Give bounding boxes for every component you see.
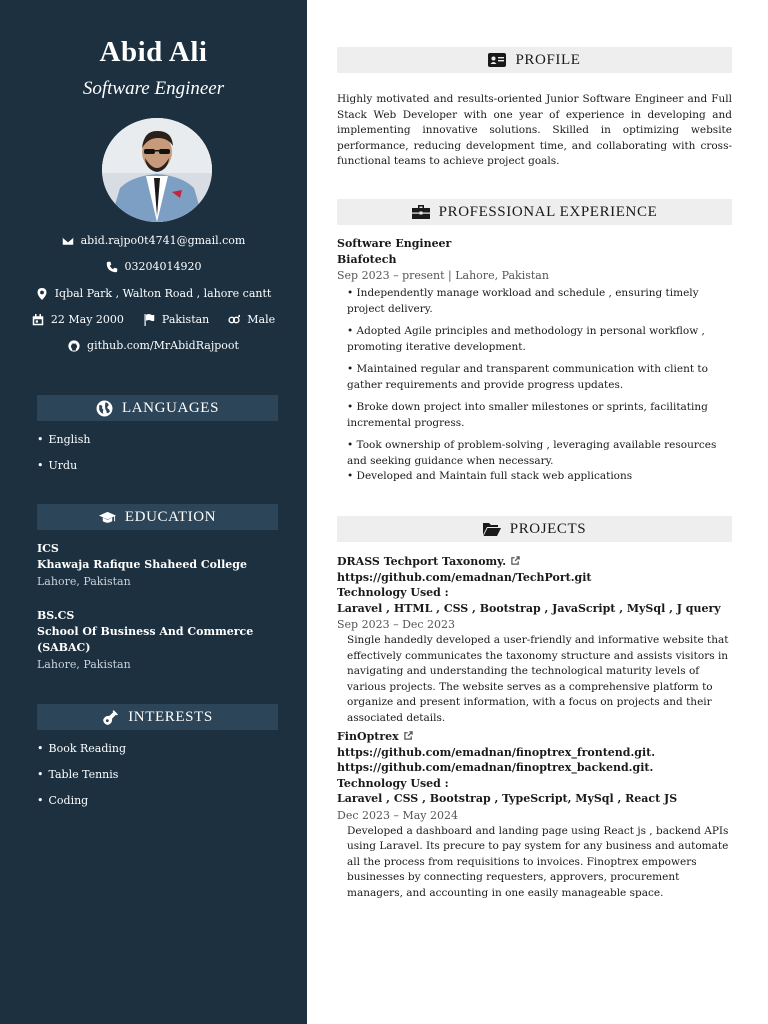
email-text[interactable]: abid.rajpo0t4741@gmail.com — [80, 234, 246, 247]
project-dates: Dec 2023 – May 2024 — [337, 808, 458, 822]
contact-phone — [0, 260, 307, 273]
job-company: Biafotech — [337, 252, 397, 266]
job-bullet: • Adopted Agile principles and methodology in personal workflow , promoting iterative development. — [347, 325, 705, 353]
project-name-row — [337, 729, 737, 745]
contact-address — [0, 287, 307, 300]
project-dates: Sep 2023 – Dec 2023 — [337, 618, 456, 631]
projects-heading-text: PROJECTS — [509, 520, 587, 537]
interest-item: • Table Tennis — [37, 768, 118, 781]
education-degree: BS.CS — [37, 609, 75, 622]
experience-entry — [337, 236, 737, 485]
project-name-row — [337, 554, 737, 570]
project-name: FinOptrex — [337, 730, 399, 743]
education-heading-text: EDUCATION — [124, 508, 217, 525]
project-tech-label: Technology Used : — [337, 586, 449, 599]
job-bullet: • Developed and Maintain full stack web applications — [347, 470, 633, 482]
avatar — [102, 118, 212, 222]
job-bullet: • Maintained regular and transparent communication with client to gather requirements and provide progress updates. — [347, 363, 708, 391]
envelope-icon — [62, 235, 74, 247]
sidebar — [0, 0, 307, 1024]
candidate-name: Abid Ali — [99, 36, 208, 68]
nationality-text: Pakistan — [161, 313, 210, 326]
gender-text: Male — [247, 313, 276, 326]
contact-github — [0, 339, 307, 352]
contact-personal — [0, 313, 307, 326]
interests-heading-text: INTERESTS — [128, 708, 213, 725]
interest-item: • Book Reading — [37, 742, 126, 755]
job-bullet: • Took ownership of problem-solving , leveraging available resources and seeking guidance when necessary. — [347, 439, 717, 467]
project-description: Developed a dashboard and landing page using React js , backend APIs using Laravel. Its precure to pay system for any business and automate all the process from requisitions to invoices. Finoptrex empowers businesses by connecting requesters, approvers, procurement managers, and accounting in one easily manageable space. — [347, 824, 729, 899]
candidate-title: Software Engineer — [82, 78, 225, 99]
address-text: Iqbal Park , Walton Road , lahore cantt — [54, 287, 272, 300]
github-icon — [68, 340, 80, 352]
briefcase-icon — [412, 203, 430, 221]
project-name: DRASS Techport Taxonomy. — [337, 555, 507, 568]
globe-icon — [96, 400, 113, 417]
job-role: Software Engineer — [337, 237, 452, 250]
languages-heading-text: LANGUAGES — [121, 399, 220, 416]
interest-item: • Coding — [37, 794, 88, 807]
education-degree: ICS — [37, 542, 59, 555]
profile-summary: Highly motivated and results-oriented Junior Software Engineer and Full Stack Web Developer with one year of experience in developing and implementing innovative solutions. Skilled in optimizing website performance, reducing development time, and collaborating with cross-functional teams to achieve project goals. — [337, 93, 732, 167]
project-tech: Laravel , CSS , Bootstrap , TypeScript, MySql , React JS — [337, 792, 678, 805]
gender-icon — [228, 314, 240, 326]
project-entry — [337, 554, 737, 727]
job-bullet: • Broke down project into smaller milestones or sprints, facilitating incremental progress. — [347, 401, 708, 429]
location-pin-icon — [36, 288, 48, 300]
project-entry — [337, 729, 737, 901]
education-school: School Of Business And Commerce (SABAC) — [37, 625, 254, 654]
graduation-cap-icon — [99, 509, 116, 526]
education-location: Lahore, Pakistan — [37, 575, 131, 588]
languages-heading — [37, 395, 278, 421]
education-heading — [37, 504, 278, 530]
phone-text[interactable]: 03204014920 — [124, 260, 202, 273]
phone-icon — [106, 261, 118, 273]
project-description: Single handedly developed a user-friendly and informative website that effectively communicates the taxonomy structure and assists visitors in navigating and understanding the technological maturity levels of various projects. The website serves as a comprehensive platform to organize and present information, with a focus on projects and their associated details. — [347, 634, 729, 724]
education-school: Khawaja Rafique Shaheed College — [37, 558, 247, 571]
experience-heading — [337, 199, 732, 225]
id-card-icon — [488, 51, 506, 69]
language-item: • Urdu — [37, 459, 77, 472]
project-tech-label: Technology Used : — [337, 776, 449, 790]
avatar-photo-icon — [102, 118, 212, 222]
flag-icon — [143, 314, 155, 326]
project-link[interactable]: https://github.com/emadnan/TechPort.git — [337, 570, 592, 584]
contact-email — [0, 234, 307, 247]
project-link[interactable]: https://github.com/emadnan/finoptrex_frontend.git. — [337, 745, 656, 759]
experience-heading-text: PROFESSIONAL EXPERIENCE — [438, 203, 658, 220]
job-meta: Sep 2023 – present | Lahore, Pakistan — [337, 269, 549, 282]
profile-heading-text: PROFILE — [515, 51, 581, 68]
interests-heading — [37, 704, 278, 730]
job-bullet: • Independently manage workload and schedule , ensuring timely project delivery. — [347, 287, 699, 315]
language-item: • English — [37, 433, 90, 446]
github-link[interactable]: github.com/MrAbidRajpoot — [87, 339, 239, 352]
project-link[interactable]: https://github.com/emadnan/finoptrex_backend.git. — [337, 761, 654, 774]
education-location: Lahore, Pakistan — [37, 658, 131, 671]
calendar-icon — [32, 314, 44, 326]
external-link-icon[interactable] — [404, 729, 413, 738]
dob-text: 22 May 2000 — [50, 313, 124, 326]
folder-open-icon — [483, 520, 501, 538]
profile-heading — [337, 47, 732, 73]
guitar-icon — [102, 709, 119, 726]
project-tech: Laravel , HTML , CSS , Bootstrap , JavaScript , MySql , J query — [337, 601, 721, 615]
projects-heading — [337, 516, 732, 542]
external-link-icon[interactable] — [511, 554, 520, 563]
